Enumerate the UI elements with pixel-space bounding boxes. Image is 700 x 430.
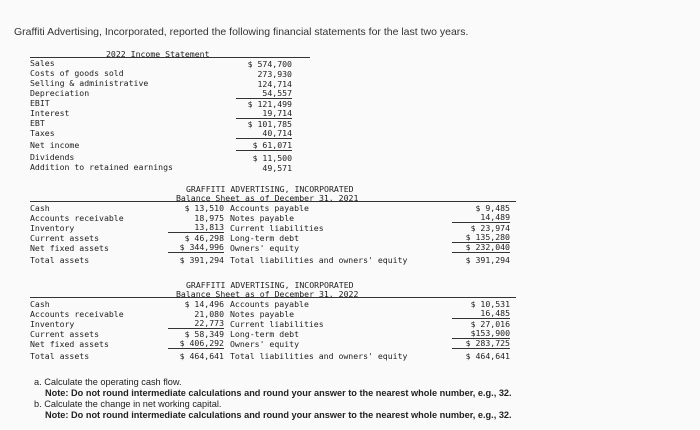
income-label: Selling & administrative	[30, 78, 149, 88]
bs2021-rule	[30, 201, 516, 202]
bs2022-liab-value: $ 464,641	[465, 351, 510, 361]
bs2021-asset-value: 18,975	[194, 213, 224, 223]
bs2022-asset-label: Current assets	[30, 329, 100, 339]
bs2022-liab-label: Current liabilities	[230, 319, 324, 329]
income-label: Addition to retained earnings	[30, 162, 173, 172]
income-value: $ 61,071	[236, 140, 292, 151]
income-label: Net income	[30, 140, 80, 150]
income-label: Costs of goods sold	[30, 68, 124, 78]
income-value: 19,714	[236, 108, 292, 119]
bs2021-liab-value: 14,489	[452, 212, 510, 223]
bs2021-asset-value: 13,813	[168, 222, 224, 233]
income-value: 40,714	[236, 128, 292, 139]
income-label: EBT	[30, 118, 45, 128]
bs2022-rule	[30, 297, 516, 298]
bs2021-asset-value: $ 391,294	[179, 255, 224, 265]
bs2022-liab-label: Notes payable	[230, 309, 295, 319]
income-label: EBIT	[30, 98, 50, 108]
bs2022-asset-value: 21,080	[194, 309, 224, 319]
bs2022-asset-label: Net fixed assets	[30, 339, 109, 349]
income-value: $ 121,499	[247, 99, 292, 109]
bs2022-asset-label: Accounts receivable	[30, 309, 124, 319]
question-b: b. Calculate the change in net working capital.	[34, 399, 222, 409]
income-value: $ 574,700	[247, 59, 292, 69]
income-title-rule	[30, 57, 310, 58]
bs2022-asset-value: $ 58,349	[184, 329, 224, 339]
bs2022-asset-label: Cash	[30, 299, 50, 309]
bs2022-asset-value: $ 406,292	[168, 338, 224, 349]
bs2021-liab-value: $ 135,280	[452, 232, 510, 243]
income-value: 49,571	[262, 163, 292, 173]
bs2022-liab-label: Owners' equity	[230, 339, 300, 349]
bs2022-asset-value: $ 14,496	[184, 299, 224, 309]
bs2021-liab-label: Accounts payable	[230, 203, 309, 213]
bs2022-liab-value: $ 27,016	[470, 319, 510, 329]
bs2021-liab-label: Owners' equity	[230, 243, 300, 253]
bs2022-subtitle: Balance Sheet as of December 31, 2022	[176, 289, 359, 299]
bs2021-asset-label: Inventory	[30, 223, 75, 233]
bs2022-liab-value: $ 10,531	[470, 299, 510, 309]
bs2021-liab-value: $ 232,040	[452, 242, 510, 253]
bs2021-asset-value: $ 46,298	[184, 233, 224, 243]
income-value: 54,557	[236, 88, 292, 99]
bs2022-liab-label: Total liabilities and owners' equity	[230, 351, 408, 361]
bs2021-asset-label: Total assets	[30, 255, 90, 265]
bs2022-liab-label: Long-term debt	[230, 329, 300, 339]
bs2022-asset-value: $ 464,641	[179, 351, 224, 361]
bs2022-liab-value: $ 283,725	[452, 338, 510, 349]
bs2022-asset-label: Inventory	[30, 319, 75, 329]
income-value: $ 101,785	[247, 119, 292, 129]
bs2021-asset-value: $ 13,510	[184, 203, 224, 213]
bs2021-liab-label: Notes payable	[230, 213, 295, 223]
bs2021-liab-label: Current liabilities	[230, 223, 324, 233]
income-label: Interest	[30, 108, 70, 118]
income-label: Taxes	[30, 128, 55, 138]
question-b-note: Note: Do not round intermediate calculations and round your answer to the nearest whole number, e.g., 32.	[45, 410, 512, 420]
income-title: 2022 Income Statement	[106, 49, 210, 59]
bs2021-asset-label: Accounts receivable	[30, 213, 124, 223]
income-value: 124,714	[257, 79, 292, 89]
bs2022-company: GRAFFITI ADVERTISING, INCORPORATED	[186, 280, 354, 290]
bs2021-liab-value: $ 9,485	[475, 203, 510, 213]
bs2022-liab-value: $153,900	[452, 328, 510, 339]
bs2021-asset-label: Cash	[30, 203, 50, 213]
bs2021-asset-label: Current assets	[30, 233, 100, 243]
bs2021-subtitle: Balance Sheet as of December 31, 2021	[176, 193, 359, 203]
bs2022-asset-label: Total assets	[30, 351, 90, 361]
bs2021-asset-value: $ 344,996	[168, 242, 224, 253]
bs2021-liab-label: Long-term debt	[230, 233, 300, 243]
question-a: a. Calculate the operating cash flow.	[34, 377, 182, 387]
bs2022-liab-value: 16,485	[452, 308, 510, 319]
income-label: Sales	[30, 58, 55, 68]
bs2022-asset-value: 22,773	[168, 318, 224, 329]
intro-text: Graffiti Advertising, Incorporated, reported the following financial statements for the last two years.	[14, 26, 469, 38]
bs2021-liab-value: $ 23,974	[470, 223, 510, 233]
income-value: 273,930	[257, 69, 292, 79]
bs2021-company: GRAFFITI ADVERTISING, INCORPORATED	[186, 184, 354, 194]
bs2021-liab-label: Total liabilities and owners' equity	[230, 255, 408, 265]
question-a-note: Note: Do not round intermediate calculations and round your answer to the nearest whole number, e.g., 32.	[45, 388, 512, 398]
income-value: $ 11,500	[252, 153, 292, 163]
bs2022-liab-label: Accounts payable	[230, 299, 309, 309]
income-label: Depreciation	[30, 88, 90, 98]
income-label: Dividends	[30, 152, 75, 162]
bs2021-liab-value: $ 391,294	[465, 255, 510, 265]
bs2021-asset-label: Net fixed assets	[30, 243, 109, 253]
